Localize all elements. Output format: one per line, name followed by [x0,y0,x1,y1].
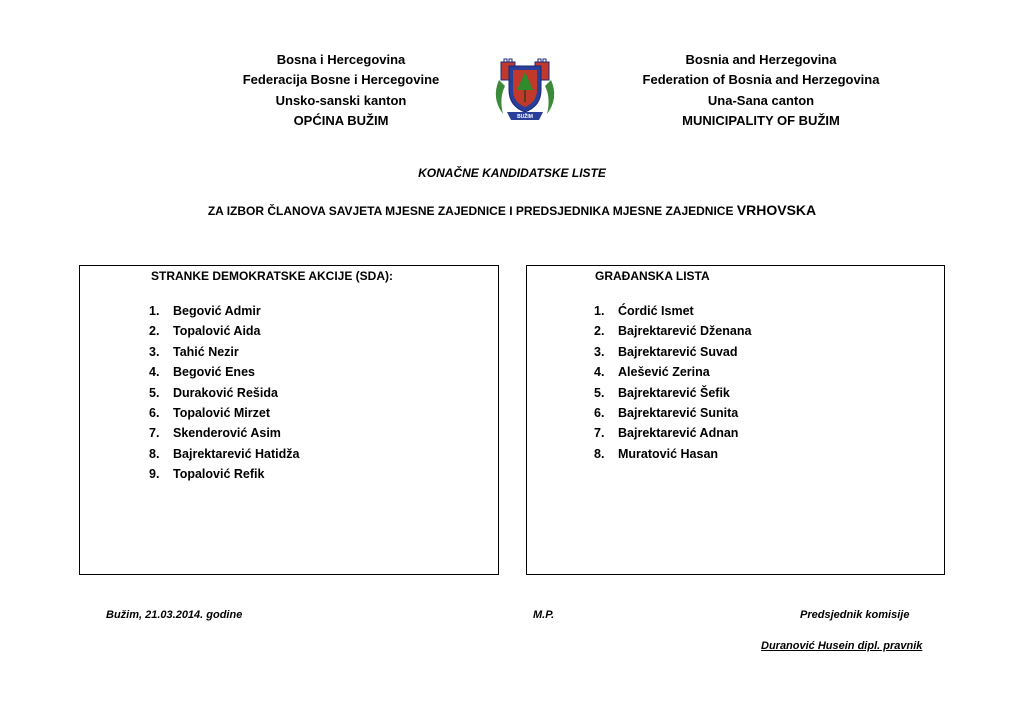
candidate-name: Topalović Refik [173,467,265,482]
crest-label: BUŽIM [517,114,533,120]
candidate-list-sda [79,265,499,575]
header-left-line: OPĆINA BUŽIM [293,112,389,128]
list-item: 7. Skenderović Asim [149,426,281,441]
candidate-name: Topalović Mirzet [173,405,271,420]
document-title: KONAČNE KANDIDATSKE LISTE [418,166,606,180]
list-item: 9. Topalović Refik [149,467,265,482]
candidate-items [149,301,299,485]
candidate-name: Skenderović Asim [173,426,281,441]
header-left-line: Bosna i Hercegovina [276,52,406,67]
list-item: 8. Muratović Hasan [594,446,719,461]
footer-stamp: M.P. [533,609,555,621]
document-subtitle [0,202,1024,218]
subtitle-place: VRHOVSKA [736,202,817,218]
candidate-name: Ćordić Ismet [618,304,694,318]
candidate-name: Bajrektarević Dženana [618,324,752,339]
header-right-line: MUNICIPALITY OF BUŽIM [682,112,840,128]
list-item: 2. Bajrektarević Dženana [594,324,752,339]
footer-date: Bužim, 21.03.2014. godine [106,609,243,621]
candidate-name: Alešević Zerina [618,365,710,380]
subtitle-prefix: ZA IZBOR ČLANOVA SAVJETA MJESNE ZAJEDNICE I PREDSJEDNIKA MJESNE ZAJEDNICE [207,204,734,218]
list-title: GRAĐANSKA LISTA [595,269,710,283]
candidate-name: Bajrektarević Hatidža [173,446,300,461]
list-item: 6. Topalović Mirzet [149,405,271,420]
header-left-line: Unsko-sanski kanton [275,92,407,108]
candidate-items [594,301,751,464]
candidate-name: Begović Enes [173,365,255,380]
header-left-line: Federacija Bosne i Hercegovine [242,72,440,88]
list-item: 4. Begović Enes [149,365,255,380]
candidate-name: Bajrektarević Sunita [618,405,739,420]
list-title: STRANKE DEMOKRATSKE AKCIJE (SDA): [151,269,394,283]
candidate-name: Duraković Rešida [173,385,278,400]
list-item: 4. Alešević Zerina [594,365,710,380]
candidate-name: Bajrektarević Šefik [618,385,730,400]
candidate-name: Tahić Nezir [173,344,239,359]
list-item: 8. Bajrektarević Hatidža [149,446,300,461]
header-right-line: Federation of Bosnia and Herzegovina [642,72,880,88]
list-item: 3. Bajrektarević Suvad [594,344,738,359]
header-right-line: Una-Sana canton [707,92,815,108]
list-item: 1. Ćordić Ismet [594,304,694,318]
candidate-name: Muratović Hasan [618,446,719,461]
footer-president-label: Predsjednik komisije [800,609,910,621]
municipal-coat-of-arms-icon [489,50,561,122]
footer-president-name: Duranović Husein dipl. pravnik [761,640,923,652]
list-item: 7. Bajrektarević Adnan [594,426,739,441]
header-right-line: Bosnia and Herzegovina [685,52,837,67]
list-item: 5. Duraković Rešida [149,385,278,400]
list-item: 6. Bajrektarević Sunita [594,405,739,420]
candidate-name: Topalović Aida [173,324,261,339]
list-item: 1. Begović Admir [149,304,261,318]
candidate-list-gradjanska [526,265,945,575]
list-item: 3. Tahić Nezir [149,344,239,359]
candidate-name: Bajrektarević Suvad [618,344,738,359]
header-left-block [191,50,491,131]
candidate-name: Begović Admir [173,304,261,318]
header-right-block [611,50,911,131]
list-item: 5. Bajrektarević Šefik [594,385,730,400]
list-item: 2. Topalović Aida [149,324,261,339]
candidate-name: Bajrektarević Adnan [618,426,739,441]
